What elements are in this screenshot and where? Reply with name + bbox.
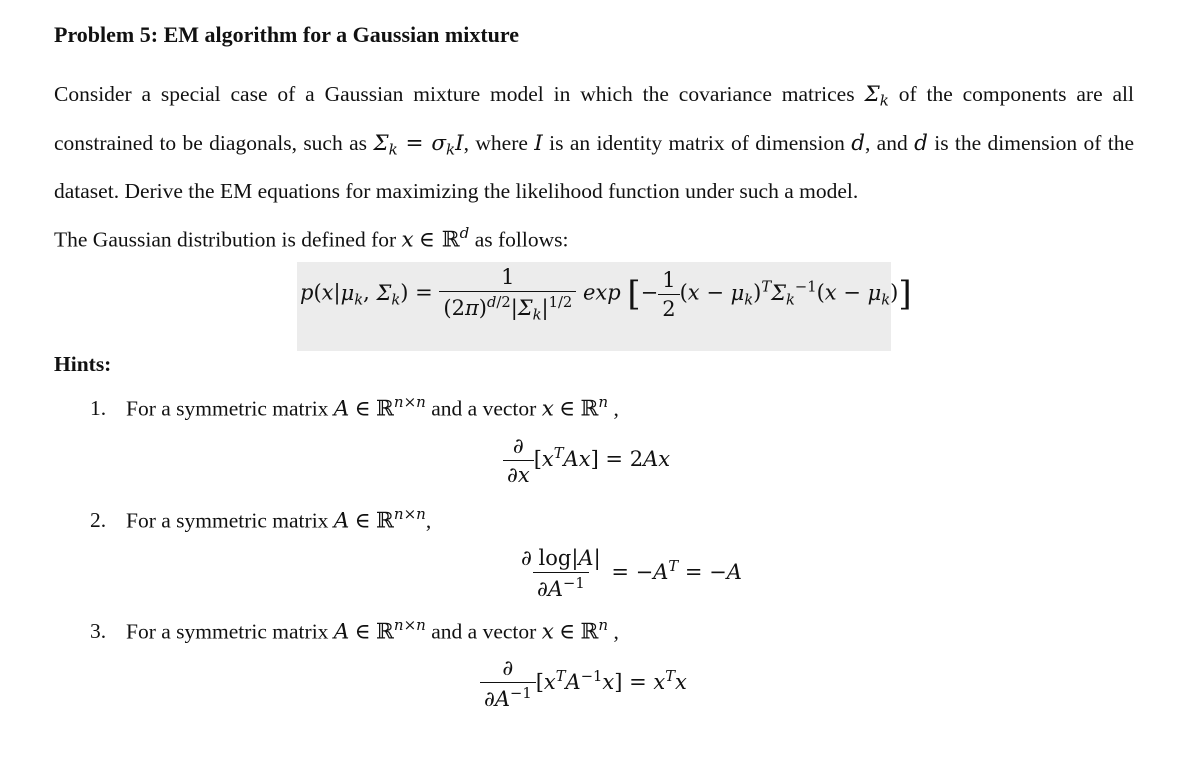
statement-text: , and — [864, 130, 915, 155]
hint-text: , — [608, 396, 619, 421]
statement-text: , where — [463, 130, 535, 155]
hint-item: 3. For a symmetric matrix A ∈ ℝ$^{n\times n}$ and a vector x ∈ ℝ$^n$ , — [90, 616, 619, 645]
hint-text: , — [608, 619, 619, 644]
hint-equation-3: $\frac{\partial}{\partial A^{-1}}$ $[x^TA^{-1}x] = x^Tx$ — [480, 656, 687, 711]
hint-number: 3. — [90, 619, 107, 644]
hint-equation-2: $\frac{\partial \log|A|}{\partial A^{-1}}$ = $-A^T = -A$ — [521, 546, 742, 602]
hint-text: and a vector — [425, 619, 542, 644]
hint-number: 2. — [90, 508, 107, 533]
statement-text: of the components are all constrained to be diagonals, such as — [54, 82, 1135, 155]
hint-item: 1. For a symmetric matrix A ∈ ℝ$^{n\times n}$ and a vector x ∈ ℝ$^n$ , — [90, 393, 619, 422]
hint-item: 2. For a symmetric matrix A ∈ ℝ$^{n\times n}$, — [90, 505, 432, 534]
statement-text: as follows: — [469, 227, 569, 252]
statement-text: is an identity matrix of dimension — [542, 130, 852, 155]
statement-text: is the dimension of the dataset. Derive the EM equations for maximizing the likelihood function under such a model. — [54, 130, 1134, 203]
problem-title: Problem 5: EM algorithm for a Gaussian mixture — [54, 22, 520, 47]
hint-equation-1: $\frac{\partial}{\partial x}$ $[x^TAx] = 2Ax$ — [503, 434, 670, 487]
hint-text: and a vector — [425, 396, 542, 421]
hint-text: For a symmetric matrix — [126, 508, 334, 533]
hint-number: 1. — [90, 396, 107, 421]
statement-text: The Gaussian distribution is defined for — [54, 227, 402, 252]
hints-label: Hints: — [54, 352, 112, 376]
gaussian-equation: $p(x|\mu_k$, $\Sigma_k$) = $\frac{1}{(2\pi)^{d/2}|\Sigma_k|^{1/2}}$ exp [− $\frac{1}{2}$ $(x - \mu_k)^T\Sigma_k^{-1}(x - \mu_k)$] — [300, 265, 912, 324]
problem-statement: Consider a special case of a Gaussian mixture model in which the covariance matrices $\Sigma_k$ of the components are all constrained to be diagonals, such as $\Sigma_k = \sigma_kI$, where I is an identity matrix of dimension d, and d is the dimension of the dataset. Derive the EM equations for maximizing the likelihood function under such a model. The Gaussian distribution is defined for x ∈ ℝ$^d$ as follows: — [54, 82, 1135, 253]
hint-text: For a symmetric matrix — [126, 396, 334, 421]
hint-text: , — [425, 508, 432, 533]
statement-text: Consider a special case of a Gaussian mixture model in which the covariance matrices — [54, 82, 865, 106]
hint-text: For a symmetric matrix — [126, 619, 334, 644]
